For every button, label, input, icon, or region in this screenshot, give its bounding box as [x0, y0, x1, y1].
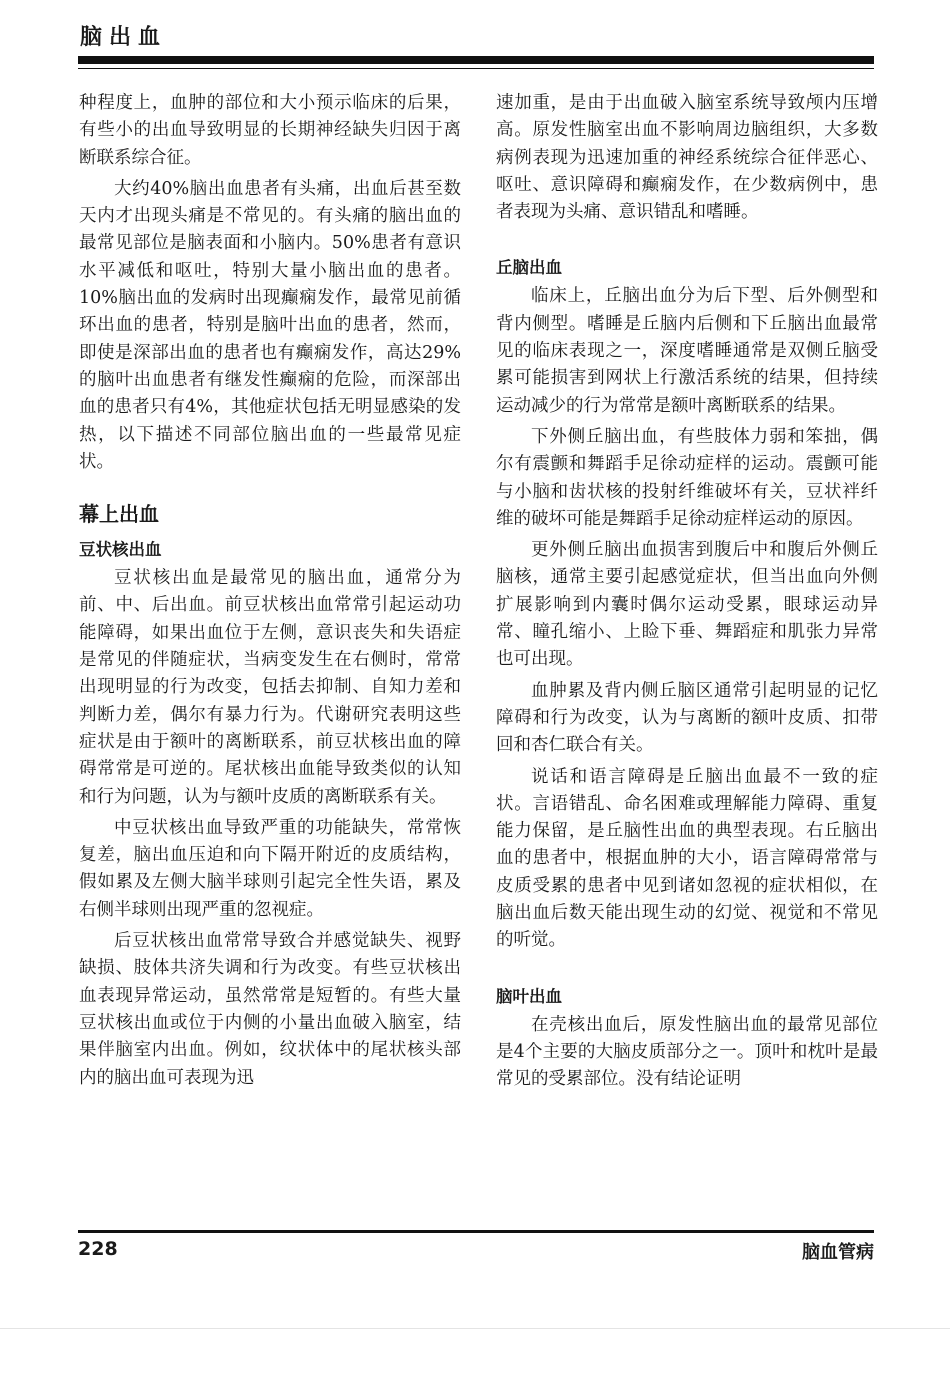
right-column	[496, 90, 878, 1098]
header-rule-thick	[78, 56, 874, 64]
paragraph: 临床上，丘脑出血分为后下型、后外侧型和背内侧型。嗜睡是丘脑内后侧和下丘脑出血最常见的临床表现之一，深度嗜睡通常是双侧丘脑受累可能损害到网状上行激活系统的结果，但持续运动减少的行为常常是额叶离断联系的结果。	[496, 286, 878, 416]
paragraph: 豆状核出血是最常见的脑出血，通常分为前、中、后出血。前豆状核出血常常引起运动功能障碍，如果出血位于左侧，意识丧失和失语症是常见的伴随症状，当病变发生在右侧时，常常出现明显的行为改变，包括去抑制、自知力差和判断力差，偶尔有暴力行为。代谢研究表明这些症状是由于额叶的离断联系，前豆状核出血的障碍常常是可逆的。尾状核出血能导致类似的认知和行为问题，认为与额叶皮质的离断联系有关。	[79, 568, 461, 807]
left-column	[79, 90, 461, 1096]
subheading: 脑叶出血	[496, 986, 562, 1006]
paragraph: 说话和语言障碍是丘脑出血最不一致的症状。言语错乱、命名困难或理解能力障碍、重复能力保留，是丘脑性出血的典型表现。右丘脑出血的患者中，根据血肿的大小，语言障碍常常与皮质受累的患者中见到诸如忽视的症状相似，在脑出血后数天能出现生动的幻觉、视觉和不常见的听觉。	[496, 766, 878, 951]
running-title: 脑出血	[80, 25, 168, 50]
paragraph: 种程度上，血肿的部位和大小预示临床的后果，有些小的出血导致明显的长期神经缺失归因于离断联系综合征。	[79, 93, 461, 168]
subheading: 丘脑出血	[496, 258, 562, 278]
section-heading: 幕上出血	[79, 502, 159, 527]
scan-edge-line	[0, 1328, 950, 1329]
paragraph: 速加重，是由于出血破入脑室系统导致颅内压增高。原发性脑室出血不影响周边脑组织，大多数病例表现为迅速加重的神经系统综合征伴恶心、呕吐、意识障碍和癫痫发作，在少数病例中，患者表现为头痛、意识错乱和嗜睡。	[496, 93, 878, 223]
page-number: 228	[78, 1238, 118, 1260]
paragraph: 大约40%脑出血患者有头痛，出血后甚至数天内才出现头痛是不常见的。有头痛的脑出血的最常见部位是脑表面和小脑内。50%患者有意识水平减低和呕吐，特别大量小脑出血的患者。10%脑出血的发病时出现癫痫发作，最常见前循环出血的患者，特别是脑叶出血的患者，然而，即使是深部出血的患者也有癫痫发作，高达29%的脑叶出血患者有继发性癫痫的危险，而深部出血的患者只有4%，其他症状包括无明显感染的发热，以下描述不同部位脑出血的一些最常见症状。	[79, 178, 461, 472]
paragraph: 中豆状核出血导致严重的功能缺失，常常恢复差，脑出血压迫和向下隔开附近的皮质结构，假如累及左侧大脑半球则引起完全性失语，累及右侧半球则出现严重的忽视症。	[79, 817, 461, 920]
paragraph: 下外侧丘脑出血，有些肢体力弱和笨拙，偶尔有震颤和舞蹈手足徐动症样的运动。震颤可能与小脑和齿状核的投射纤维破坏有关，豆状袢纤维的破坏可能是舞蹈手足徐动症样运动的原因。	[496, 426, 878, 529]
paragraph: 血肿累及背内侧丘脑区通常引起明显的记忆障碍和行为改变，认为与离断的额叶皮质、扣带回和杏仁联合有关。	[496, 680, 878, 756]
paragraph: 后豆状核出血常常导致合并感觉缺失、视野缺损、肢体共济失调和行为改变。有些豆状核出血表现异常运动，虽然常常是短暂的。有些大量豆状核出血或位于内侧的小量出血破入脑室，结果伴脑室内出血。例如，纹状体中的尾状核头部内的脑出血可表现为迅	[79, 931, 461, 1088]
paragraph: 更外侧丘脑出血损害到腹后中和腹后外侧丘脑核，通常主要引起感觉症状，但当出血向外侧扩展影响到内囊时偶尔运动受累，眼球运动异常、瞳孔缩小、上睑下垂、舞蹈症和肌张力异常也可出现。	[496, 540, 878, 670]
footer-rule	[78, 1230, 874, 1233]
subheading: 豆状核出血	[79, 540, 162, 560]
footer-section-title: 脑血管病	[802, 1242, 874, 1263]
paragraph: 在壳核出血后，原发性脑出血的最常见部位是4个主要的大脑皮质部分之一。顶叶和枕叶是最常见的受累部位。没有结论证明	[496, 1014, 878, 1090]
header-rule-thin	[78, 68, 874, 69]
